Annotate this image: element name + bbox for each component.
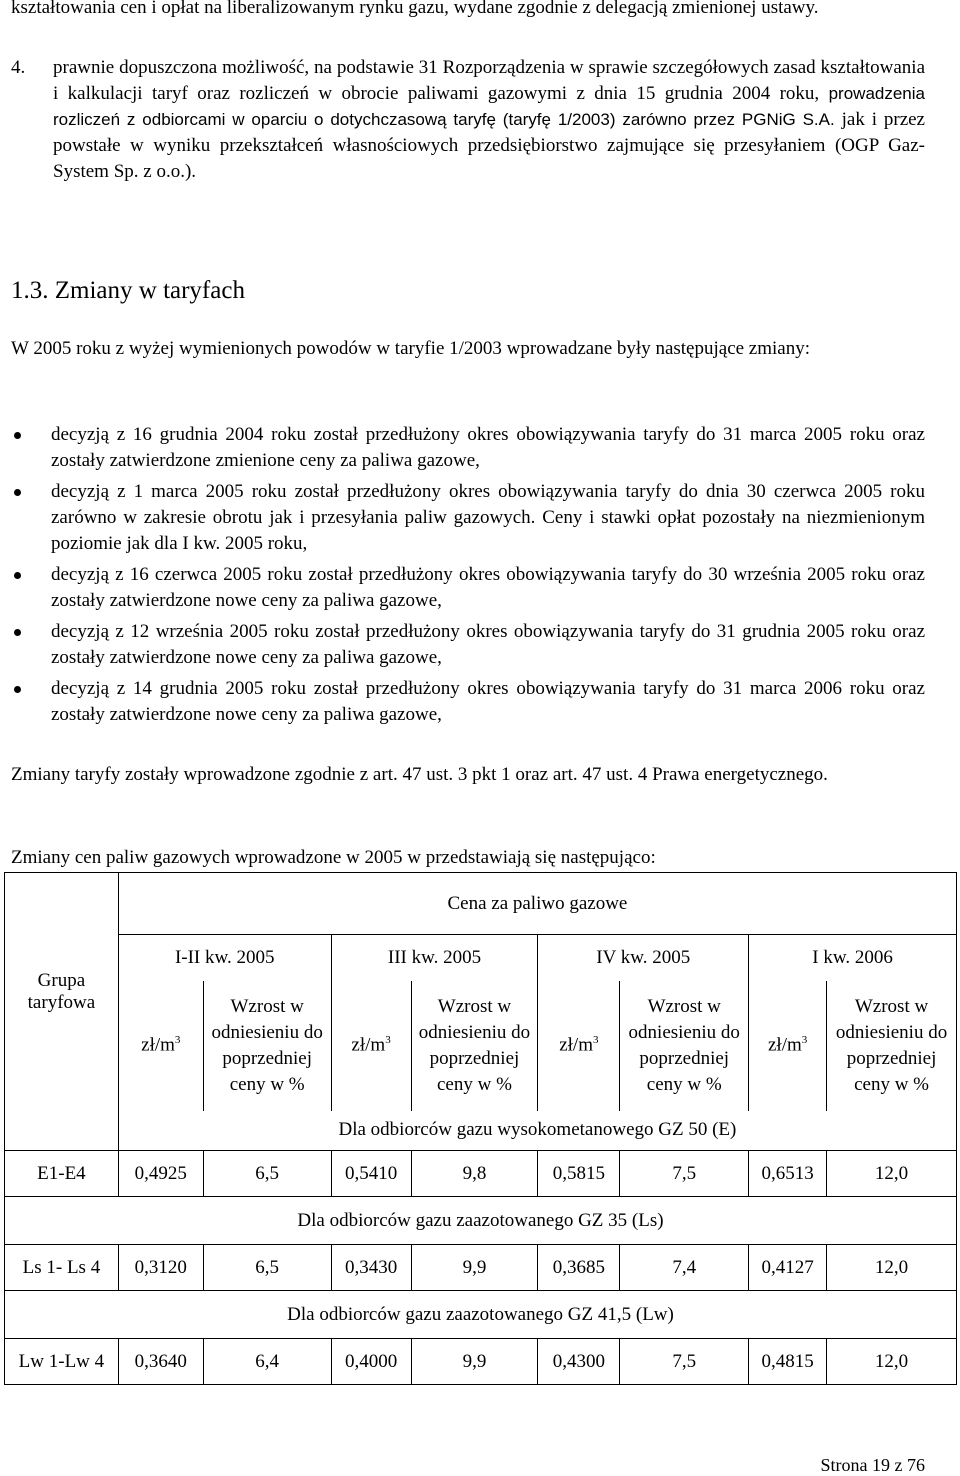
table-row: E1-E4 0,4925 6,5 0,5410 9,8 0,5815 7,5 0,6513 12,0 bbox=[5, 1151, 957, 1197]
bullet-icon bbox=[14, 629, 21, 636]
unit-row bbox=[5, 981, 957, 1111]
unit-header: $zł/m^3$ bbox=[331, 981, 411, 1111]
item-text-sans: prowadzenia rozliczeń z odbiorcami w oparciu o dotychczasową taryfę (taryfę 1/2003) zarówno przez PGNiG S.A. bbox=[53, 84, 925, 129]
changes-list bbox=[11, 422, 925, 733]
legal-note: Zmiany taryfy zostały wprowadzone zgodnie z art. 47 ust. 3 pkt 1 oraz art. 47 ust. 4 Prawa energetycznego. bbox=[11, 764, 828, 785]
group-header: Grupa taryfowa bbox=[5, 873, 119, 1111]
section-heading: 1.3. Zmiany w taryfach bbox=[11, 277, 245, 304]
period-header: IV kw. 2005 bbox=[538, 935, 749, 981]
item-text-serif-end: jak i przez powstałe w wyniku przekształceń własnościowych przedsiębiorstwo zajmujące się przesyłaniem (OGP Gaz-System Sp. z o.o.). bbox=[53, 109, 925, 182]
period-row bbox=[5, 935, 957, 981]
list-item: decyzją z 1 marca 2005 roku został przedłużony okres obowiązywania taryfy do dnia 30 czerwca 2005 roku zarówno w zakresie obrotu jak i przesyłania paliw gazowych. Ceny i stawki opłat pozostały na niezmienionym poziomie jak dla I kw. 2005 roku, bbox=[11, 479, 925, 557]
change-header: Wzrost w odniesieniu do poprzedniej ceny w % bbox=[411, 981, 538, 1111]
period-header: I-II kw. 2005 bbox=[118, 935, 331, 981]
change-header: Wzrost w odniesieniu do poprzedniej ceny w % bbox=[620, 981, 749, 1111]
unit-header: $zł/m^3$ bbox=[749, 981, 827, 1111]
section-title-row bbox=[5, 1197, 957, 1245]
list-item-number: 4. bbox=[11, 57, 26, 78]
section-title-row bbox=[5, 1291, 957, 1339]
list-item-4 bbox=[11, 55, 925, 185]
list-item: decyzją z 14 grudnia 2005 roku został przedłużony okres obowiązywania taryfy do 31 marca 2006 roku oraz zostały zatwierdzone nowe ceny za paliwa gazowe, bbox=[11, 676, 925, 728]
list-item: decyzją z 12 września 2005 roku został przedłużony okres obowiązywania taryfy do 31 grudnia 2005 roku oraz zostały zatwierdzone nowe ceny za paliwa gazowe, bbox=[11, 619, 925, 671]
list-item-text bbox=[53, 55, 925, 185]
group-cell: Lw 1-Lw 4 bbox=[5, 1339, 119, 1385]
intro-paragraph: W 2005 roku z wyżej wymienionych powodów w taryfie 1/2003 wprowadzane były następujące zmiany: bbox=[11, 338, 811, 359]
list-item: decyzją z 16 grudnia 2004 roku został przedłużony okres obowiązywania taryfy do 31 marca 2005 roku oraz zostały zatwierdzone zmienione ceny za paliwa gazowe, bbox=[11, 422, 925, 474]
section-title: Dla odbiorców gazu zaazotowanego GZ 35 (Ls) bbox=[5, 1197, 957, 1245]
table-row: Lw 1-Lw 4 0,3640 6,4 0,4000 9,9 0,4300 7,5 0,4815 12,0 bbox=[5, 1339, 957, 1385]
unit-header: $zł/m^3$ bbox=[538, 981, 620, 1111]
period-header: III kw. 2005 bbox=[331, 935, 538, 981]
table-intro: Zmiany cen paliw gazowych wprowadzone w 2005 w przedstawiają się następująco: bbox=[11, 847, 656, 868]
section-title: Dla odbiorców gazu zaazotowanego GZ 41,5 (Lw) bbox=[5, 1291, 957, 1339]
section-title: Dla odbiorców gazu wysokometanowego GZ 50 (E) bbox=[118, 1111, 956, 1151]
bullet-icon bbox=[14, 489, 21, 496]
main-header: Cena za paliwo gazowe bbox=[118, 873, 956, 935]
change-header: Wzrost w odniesieniu do poprzedniej ceny w % bbox=[827, 981, 957, 1111]
list-item: decyzją z 16 czerwca 2005 roku został przedłużony okres obowiązywania taryfy do 30 września 2005 roku oraz zostały zatwierdzone nowe ceny za paliwa gazowe, bbox=[11, 562, 925, 614]
continued-paragraph: kształtowania cen i opłat na liberalizowanym rynku gazu, wydane zgodnie z delegacją zmienionej ustawy. bbox=[11, 0, 819, 18]
price-table bbox=[4, 872, 957, 1385]
section-title-row bbox=[5, 1111, 957, 1151]
group-cell: Ls 1- Ls 4 bbox=[5, 1245, 119, 1291]
period-header: I kw. 2006 bbox=[749, 935, 957, 981]
change-header: Wzrost w odniesieniu do poprzedniej ceny w % bbox=[203, 981, 331, 1111]
table-row: Ls 1- Ls 4 0,3120 6,5 0,3430 9,9 0,3685 7,4 0,4127 12,0 bbox=[5, 1245, 957, 1291]
item-text-serif: prawnie dopuszczona możliwość, na podstawie 31 Rozporządzenia w sprawie szczegółowych zasad kształtowania i kalkulacji taryf oraz rozliczeń w obrocie paliwami gazowymi z dnia 15 grudnia 2004 roku, bbox=[53, 57, 925, 104]
table-header-row bbox=[5, 873, 957, 935]
group-cell: E1-E4 bbox=[5, 1151, 119, 1197]
bullet-icon bbox=[14, 686, 21, 693]
unit-header: $zł/m^3$ bbox=[118, 981, 203, 1111]
bullet-icon bbox=[14, 432, 21, 439]
bullet-icon bbox=[14, 572, 21, 579]
page-number: Strona 19 z 76 bbox=[820, 1455, 925, 1475]
